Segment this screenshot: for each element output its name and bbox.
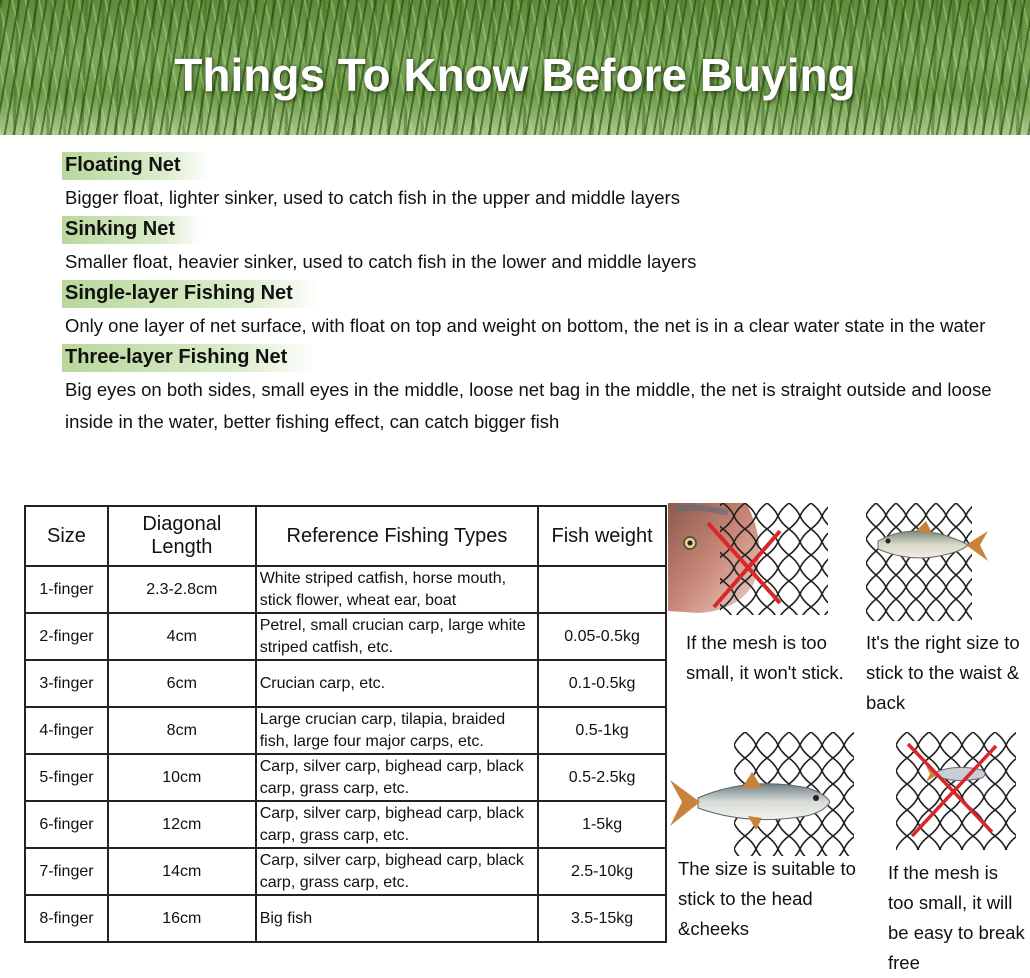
cell-types: Carp, silver carp, bighead carp, black carp, grass carp, etc. (256, 848, 538, 895)
cell-diagonal: 4cm (108, 613, 256, 660)
caption-mesh-too-small-wont-stick: If the mesh is too small, it won't stick. (686, 632, 844, 683)
large-fish-small-mesh-cross-icon (668, 503, 828, 615)
definition-single-layer-net (62, 280, 992, 342)
table-row (25, 566, 666, 613)
cell-types: Big fish (256, 895, 538, 942)
cell-size: 7-finger (25, 848, 108, 895)
cell-weight: 0.1-0.5kg (538, 660, 666, 707)
term-description: Bigger float, lighter sinker, used to catch fish in the upper and middle layers (65, 187, 680, 208)
cell-diagonal: 10cm (108, 754, 256, 801)
term-description: Big eyes on both sides, small eyes in the middle, loose net bag in the middle, the net is straight outside and loose inside in the water, better fishing effect, can catch bigger fish (65, 379, 992, 432)
table-row (25, 707, 666, 754)
cell-size: 2-finger (25, 613, 108, 660)
header-banner (0, 0, 1030, 135)
term-label: Three-layer Fishing Net (62, 344, 315, 372)
cell-types: Carp, silver carp, bighead carp, black carp, grass carp, etc. (256, 801, 538, 848)
caption-mesh-easy-break-free: If the mesh is too small, it will be easy to break free (888, 862, 1025, 973)
cell-size: 6-finger (25, 801, 108, 848)
cell-diagonal: 8cm (108, 707, 256, 754)
cell-types: Crucian carp, etc. (256, 660, 538, 707)
cell-types: Petrel, small crucian carp, large white striped catfish, etc. (256, 613, 538, 660)
banner-title: Things To Know Before Buying (174, 49, 856, 101)
table-row (25, 613, 666, 660)
term-label: Sinking Net (62, 216, 203, 244)
caption-right-size-head: The size is suitable to stick to the head &cheeks (678, 858, 856, 939)
table-row (25, 754, 666, 801)
cell-weight: 0.05-0.5kg (538, 613, 666, 660)
term-label: Floating Net (62, 152, 209, 180)
cell-weight: 0.5-2.5kg (538, 754, 666, 801)
definition-floating-net (62, 152, 992, 214)
mesh-size-table (24, 505, 667, 943)
cell-diagonal: 6cm (108, 660, 256, 707)
table-header-row (25, 506, 666, 566)
cell-weight (538, 566, 666, 613)
term-description: Only one layer of net surface, with float on top and weight on bottom, the net is in a clear water state in the water (65, 315, 986, 336)
cell-diagonal: 2.3-2.8cm (108, 566, 256, 613)
table-row (25, 848, 666, 895)
cell-diagonal: 16cm (108, 895, 256, 942)
cell-size: 5-finger (25, 754, 108, 801)
fish-head-stuck-icon (668, 732, 854, 856)
cell-diagonal: 14cm (108, 848, 256, 895)
header-size: Size (25, 506, 108, 566)
fish-waist-stuck-icon (866, 503, 992, 621)
cell-size: 4-finger (25, 707, 108, 754)
cell-weight: 2.5-10kg (538, 848, 666, 895)
cell-weight: 1-5kg (538, 801, 666, 848)
table-row (25, 660, 666, 707)
cell-types: White striped catfish, horse mouth, stick flower, wheat ear, boat (256, 566, 538, 613)
definition-three-layer-net (62, 344, 992, 438)
table-row (25, 895, 666, 942)
cell-weight: 0.5-1kg (538, 707, 666, 754)
caption-right-size-waist: It's the right size to stick to the waist & back (866, 632, 1020, 713)
table-row (25, 801, 666, 848)
header-diagonal-length: Diagonal Length (108, 506, 256, 566)
header-reference-types: Reference Fishing Types (256, 506, 538, 566)
term-label: Single-layer Fishing Net (62, 280, 321, 308)
net-type-definitions (62, 152, 992, 440)
cell-types: Carp, silver carp, bighead carp, black carp, grass carp, etc. (256, 754, 538, 801)
cell-size: 8-finger (25, 895, 108, 942)
cell-types: Large crucian carp, tilapia, braided fish, large four major carps, etc. (256, 707, 538, 754)
cell-weight: 3.5-15kg (538, 895, 666, 942)
header-fish-weight: Fish weight (538, 506, 666, 566)
cell-size: 3-finger (25, 660, 108, 707)
definition-sinking-net (62, 216, 992, 278)
cell-diagonal: 12cm (108, 801, 256, 848)
term-description: Smaller float, heavier sinker, used to catch fish in the lower and middle layers (65, 251, 697, 272)
small-fish-large-mesh-cross-icon (896, 732, 1016, 850)
cell-size: 1-finger (25, 566, 108, 613)
